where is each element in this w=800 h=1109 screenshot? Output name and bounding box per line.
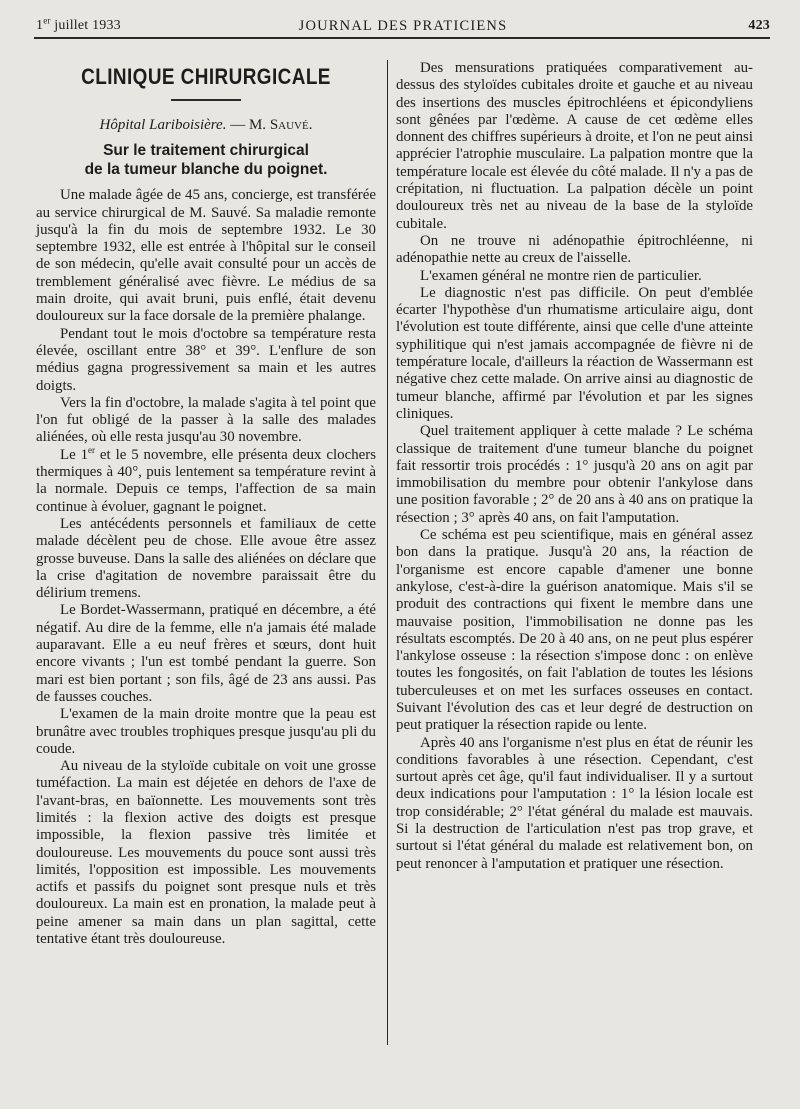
paragraph: Quel traitement appliquer à cette malade ? Le schéma classique de traitement d'une tumeur blanche du poignet fait ressortir trois procédés : 1° jusqu'à 20 ans on agit par immobilisation du membre pour obtenir l'ankylose dans une position favorable ; 2° de 20 ans à 40 ans on pratique la résection ; 3° après 40 ans, on fait l'amputation. (396, 423, 753, 526)
byline-separator: — M. (226, 117, 270, 133)
left-column (36, 60, 376, 948)
paragraph: Le diagnostic n'est pas difficile. On peut d'emblée écarter l'hypothèse d'un rhumatisme articulaire aigu, dont l'évolution est toute différente, ainsi que celle d'une atteinte syphilitique qui n'est jamais accompagnée de fièvre ni de température locale, d'ailleurs la réaction de Wassermann est négative chez cette malade. On arrive ainsi au diagnostic de tumeur blanche, affirmé par l'évolution et par les signes cliniques. (396, 284, 753, 422)
right-column (396, 60, 753, 873)
paragraph: Une malade âgée de 45 ans, concierge, est transférée au service chirurgical de M. Sauvé. Sa maladie remonte jusqu'à la fin du mois de septembre 1932. Le 30 septembre 1932, elle est entrée à l'hôpital sur le conseil de son médecin, qu'elle avait consulté pour un accès de tremblement généralisé avec fièvre. Le médius de sa main droite, qui avait bruni, puis enflé, était devenu douloureux sur la face dorsale de la première phalange. (36, 187, 376, 325)
article-byline (36, 117, 376, 134)
title-rule (171, 99, 241, 101)
paragraph: Ce schéma est peu scientifique, mais en général assez bon dans la pratique. Jusqu'à 20 ans, la réaction de l'organisme est encore capable d'amener une bonne ankylose, c'est-à-dire la guérison anatomique. Mais s'il se produit des contractions qui fixent le membre dans une mauvaise position, l'immobilisation ne donne pas les résultats escomptés. De 20 à 40 ans, on ne peut plus espérer l'ankylose osseuse : la résection s'impose donc : on enlève toutes les fongosités, on fait l'ablation de toutes les lésions tuberculeuses et on met les surfaces osseuses en contact. Suivant l'évolution des cas et leur degré de destruction on peut pratiquer la résection rapide ou lente. (396, 527, 753, 734)
journal-name: JOURNAL DES PRATICIENS (298, 18, 508, 34)
paragraph: Le Bordet-Wassermann, pratiqué en décembre, a été négatif. Au dire de la femme, elle n'a jamais été malade auparavant. Elle a eu neuf frères et sœurs, dont huit encore vivants ; l'un est tombé pendant la guerre. Son mari est bien portant ; son fils, âgé de 23 ans aussi. Pas de fausses couches. (36, 602, 376, 705)
paragraph: Le 1er et le 5 novembre, elle présenta deux clochers thermiques à 40°, puis lentement sa température revint à la normale. Depuis ce temps, l'affection de sa main continue à évoluer, gagnant le poignet. (36, 444, 377, 515)
section-title: CLINIQUE CHIRURGICALE (81, 64, 331, 89)
paragraph: Les antécédents personnels et familiaux de cette malade décèlent peu de chose. Elle avoue être assez grosse buveuse. Dans la salle des aliénées on déclare que la crise d'agitation de novembre paraissait être du délirium tremens. (36, 515, 376, 602)
paragraph: On ne trouve ni adénopathie épitrochléenne, ni adénopathie nette au creux de l'aisselle. (396, 232, 753, 267)
issue-date: 1er juillet 1933 (36, 15, 121, 33)
column-divider (387, 60, 388, 1045)
headline-line-1: Sur le traitement chirurgical (103, 142, 309, 160)
paragraph: Après 40 ans l'organisme n'est plus en état de réunir les conditions favorables à une résection. Cependant, c'est surtout après cet âge, qu'il faut individualiser. Il y a surtout deux indications pour l'amputation : 1° la lésion locale est trop considérable; 2° l'état général du malade est mauvais. Si la destruction de l'articulation n'est pas trop grave, et surtout si l'état général du malade est relativement bon, on peut renoncer à l'amputation et pratiquer une résection. (396, 734, 753, 872)
headline-line-2: de la tumeur blanche du poignet. (84, 161, 328, 179)
paragraph: L'examen général ne montre rien de particulier. (420, 267, 702, 284)
header-rule (34, 37, 770, 39)
paragraph: Des mensurations pratiquées comparativement au-dessus des styloïdes cubitales droite et gauche et au niveau des insertions des muscles épitrochléens et épicondyliens sont gênées par l'œdème. A cause de cet œdème elles donnent des chiffres supérieurs à droite, et l'on ne peut ainsi apprécier l'atrophie musculaire. La palpation montre que la température locale est élevée du côté malade. Il n'y a pas de crépitation, ni fluctuation. La palpation décèle un point douloureux très net au niveau de la base de la styloïde cubitale. (396, 60, 753, 232)
paragraph: Vers la fin d'octobre, la malade s'agita à tel point que l'on fut obligé de la passer à la salle des malades aliénées, où elle resta jusqu'au 30 novembre. (36, 394, 376, 446)
paragraph: Pendant tout le mois d'octobre sa température resta élevée, oscillant entre 38° et 39°. L'enflure de son médius gagna progressivement sa main et les autres doigts. (36, 325, 376, 394)
paragraph: L'examen de la main droite montre que la peau est brunâtre avec troubles trophiques presque jusqu'au pli du coude. (36, 706, 376, 757)
running-head (36, 14, 770, 36)
paragraph: Au niveau de la styloïde cubitale on voit une grosse tuméfaction. La main est déjetée en dehors de l'axe de l'avant-bras, en baïonnette. Les mouvements sont très limités : la flexion active des doigts est presque impossible, la flexion passive très limitée et douloureuse. Les mouvements du pouce sont aussi très limités, l'opposition est impossible. Les mouvements actifs et passifs du poignet sont presque nuls et très douloureux. La main est en pronation, la malade peut à peine amener sa main dans un plan sagittal, cette tentative étant très douloureuse. (36, 758, 376, 948)
hospital-name: Hôpital Lariboisière. (99, 117, 227, 133)
author-name: Sauvé. (269, 117, 313, 133)
page-number: 423 (748, 18, 770, 33)
article-headline (36, 141, 376, 179)
